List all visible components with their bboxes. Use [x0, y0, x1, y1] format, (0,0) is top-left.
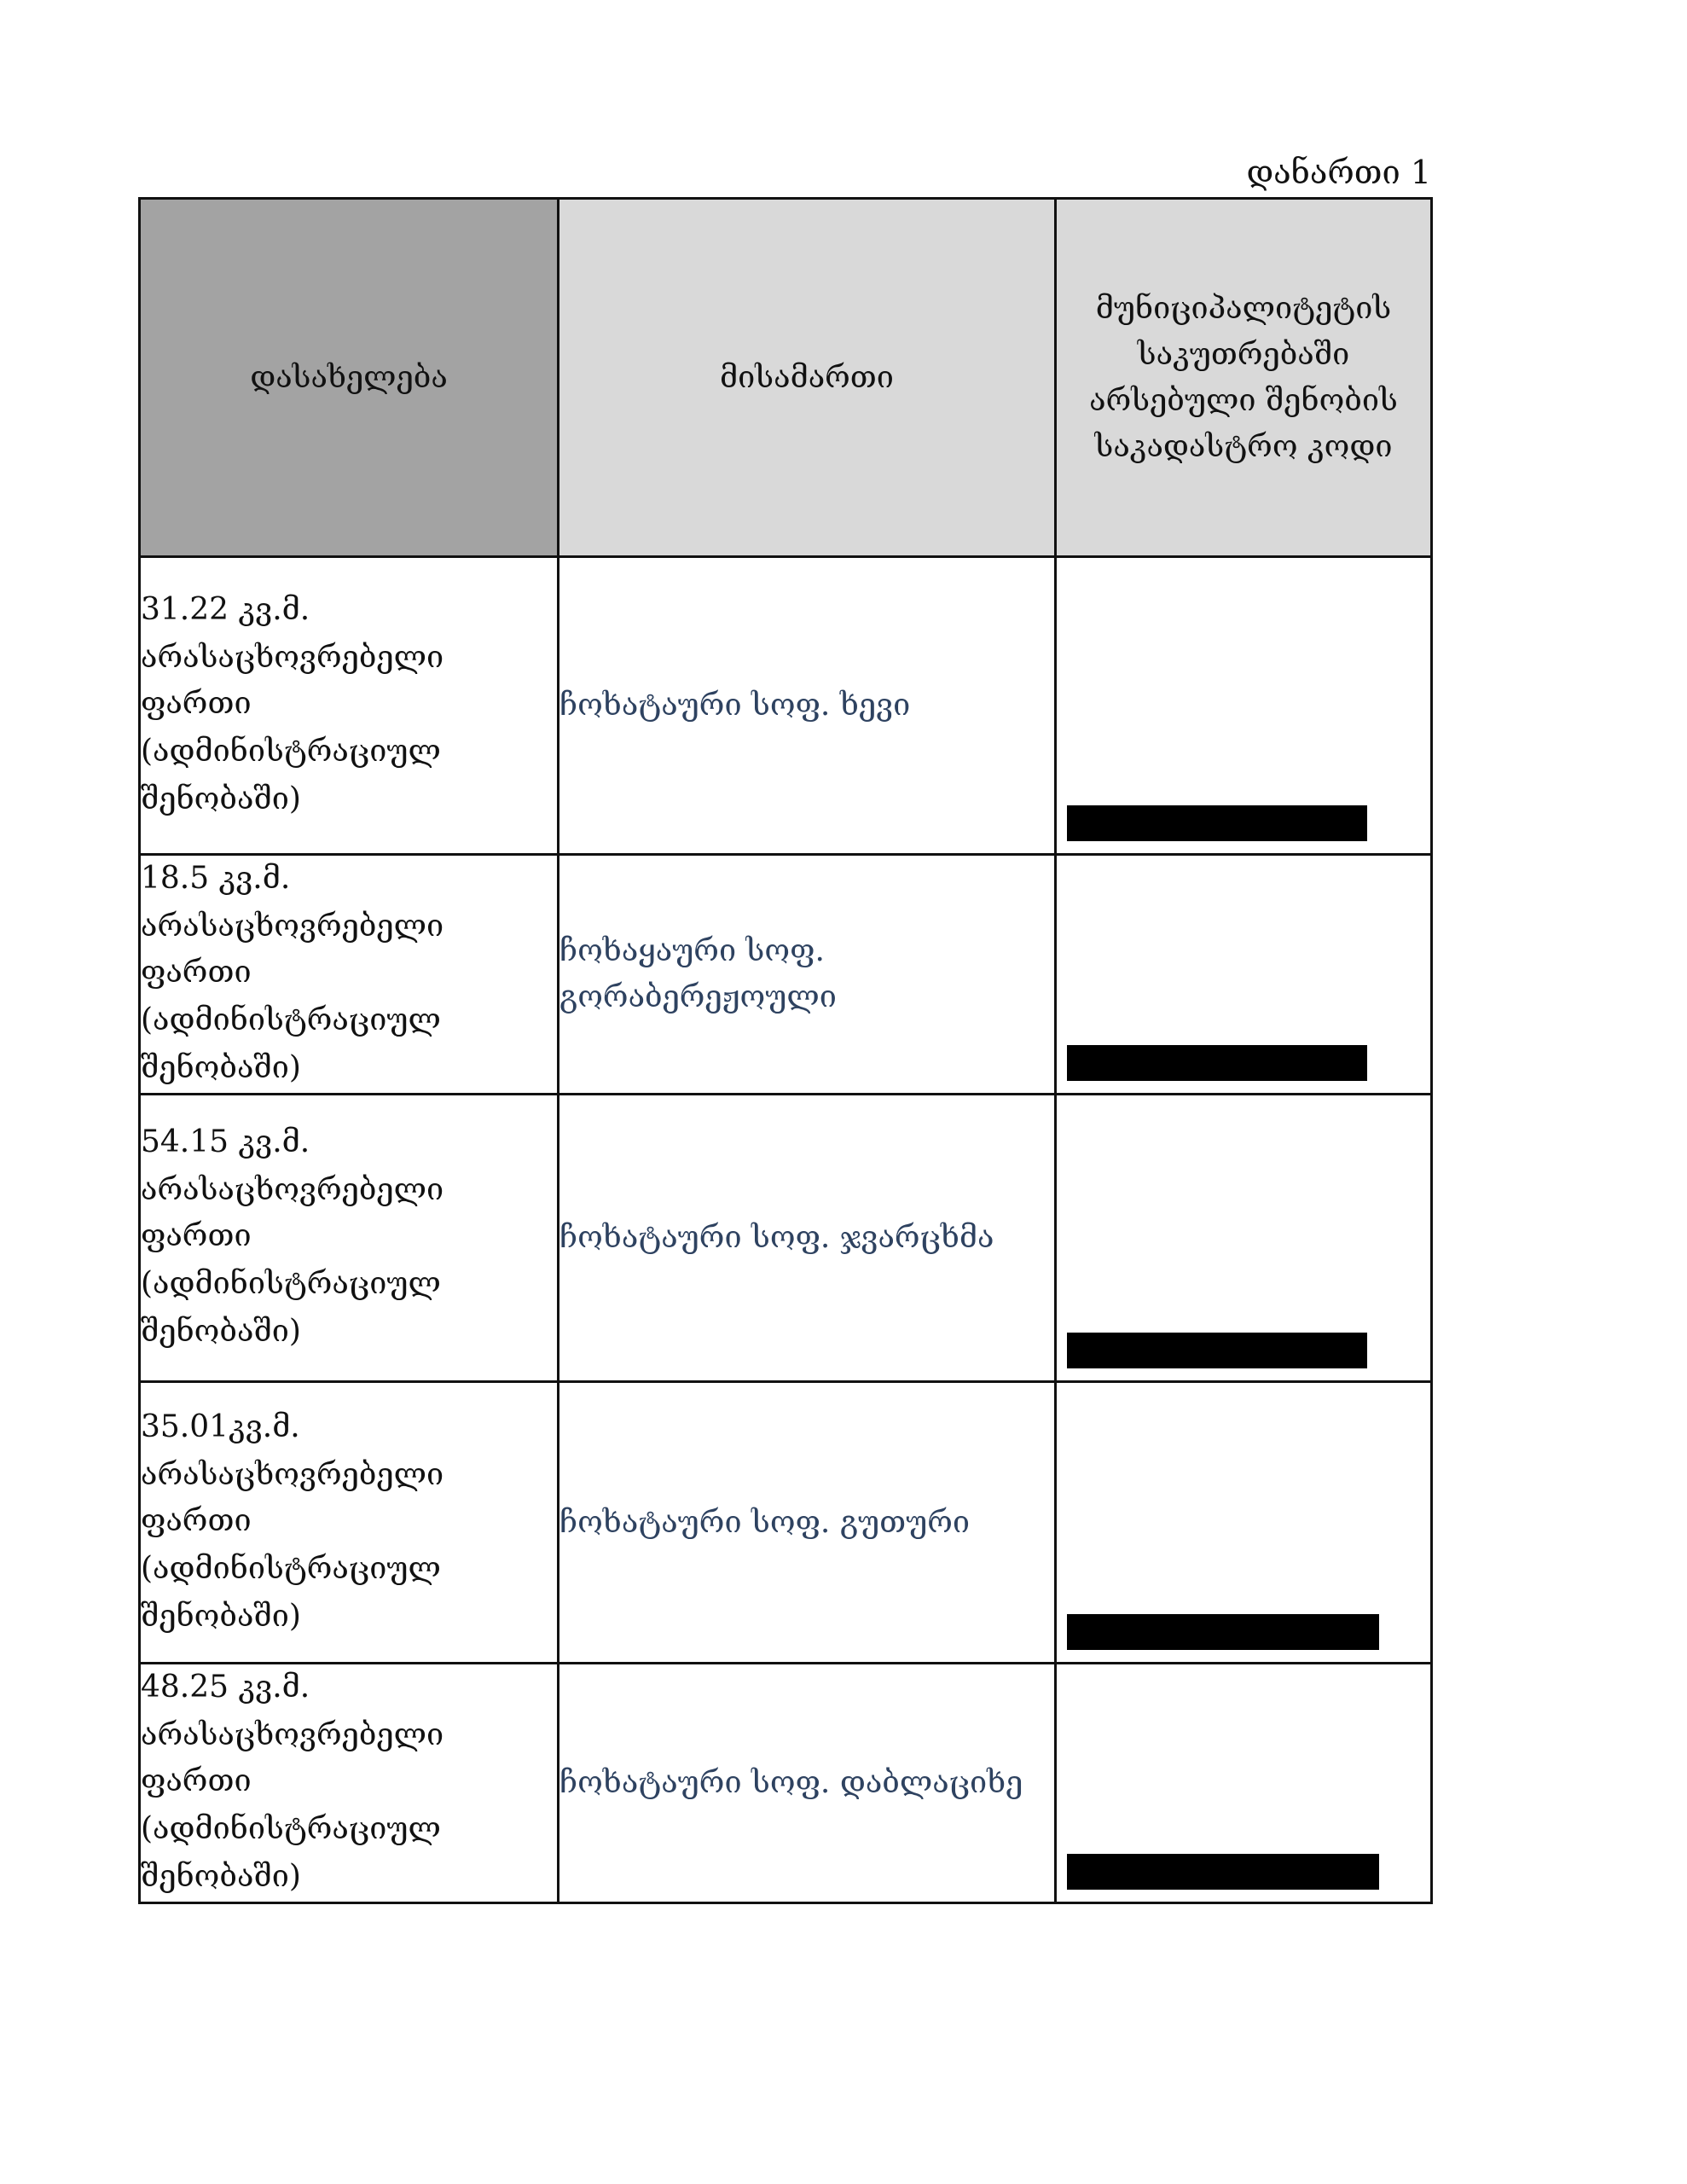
- row-area: 54.15 კვ.მ.: [141, 1124, 310, 1159]
- redaction-bar: [1067, 1614, 1379, 1650]
- row-name-cell: [140, 1664, 559, 1903]
- row-code-cell: [1056, 1095, 1432, 1382]
- table-header-row: [140, 199, 1432, 557]
- row-building: (ადმინისტრაციულ: [141, 1811, 441, 1846]
- header-cadastral-code-text: მუნიციპალიტეტის საკუთრებაში არსებული შენობის საკადასტრო კოდი: [1089, 290, 1398, 464]
- row-type: არასაცხოვრებელი ფართი: [141, 640, 444, 721]
- row-building: (ადმინისტრაციულ: [141, 1002, 441, 1037]
- row-building-end: შენობაში): [141, 1050, 301, 1085]
- row-address: ჩოხატაური სოფ. გუთური: [559, 1382, 1056, 1664]
- row-address: ჩოხატაური სოფ. დაბლაციხე: [559, 1664, 1056, 1903]
- redaction-bar: [1067, 1854, 1379, 1890]
- row-area: 35.01კვ.მ.: [141, 1409, 300, 1444]
- table-row: [140, 855, 1432, 1095]
- annex-label: დანართი 1: [1246, 154, 1431, 191]
- row-type: არასაცხოვრებელი ფართი: [141, 1456, 444, 1538]
- table-row: [140, 557, 1432, 855]
- row-building: (ადმინისტრაციულ: [141, 1266, 441, 1301]
- row-building: (ადმინისტრაციულ: [141, 734, 441, 769]
- row-name-cell: [140, 1382, 559, 1664]
- row-code-cell: [1056, 557, 1432, 855]
- row-building-end: შენობაში): [141, 1859, 301, 1894]
- row-code-cell: [1056, 1382, 1432, 1664]
- header-address: მისამართი: [559, 199, 1056, 557]
- table-row: [140, 1095, 1432, 1382]
- row-area: 48.25 კვ.მ.: [141, 1670, 310, 1705]
- row-type: არასაცხოვრებელი ფართი: [141, 909, 444, 990]
- row-building-end: შენობაში): [141, 1314, 301, 1349]
- row-name-cell: [140, 557, 559, 855]
- header-name: დასახელება: [140, 199, 559, 557]
- row-type: არასაცხოვრებელი ფართი: [141, 1717, 444, 1798]
- row-name-cell: [140, 1095, 559, 1382]
- row-type: არასაცხოვრებელი ფართი: [141, 1172, 444, 1253]
- property-table: [138, 197, 1433, 1904]
- table-row: [140, 1664, 1432, 1903]
- row-address: ჩოხაყაური სოფ. გორაბერეჟოული: [559, 855, 1056, 1095]
- row-name-cell: [140, 855, 559, 1095]
- row-address: ჩოხატაური სოფ. ხევი: [559, 557, 1056, 855]
- row-building-end: შენობაში): [141, 781, 301, 816]
- table-row: [140, 1382, 1432, 1664]
- redaction-bar: [1067, 1333, 1367, 1368]
- row-building-end: შენობაში): [141, 1598, 301, 1634]
- row-code-cell: [1056, 855, 1432, 1095]
- redaction-bar: [1067, 1045, 1367, 1081]
- row-area: 18.5 კვ.მ.: [141, 861, 291, 896]
- row-address: ჩოხატაური სოფ. ჯვარცხმა: [559, 1095, 1056, 1382]
- row-building: (ადმინისტრაციულ: [141, 1550, 441, 1586]
- row-area: 31.22 კვ.მ.: [141, 592, 310, 627]
- header-cadastral-code: [1056, 199, 1432, 557]
- row-code-cell: [1056, 1664, 1432, 1903]
- redaction-bar: [1067, 805, 1367, 841]
